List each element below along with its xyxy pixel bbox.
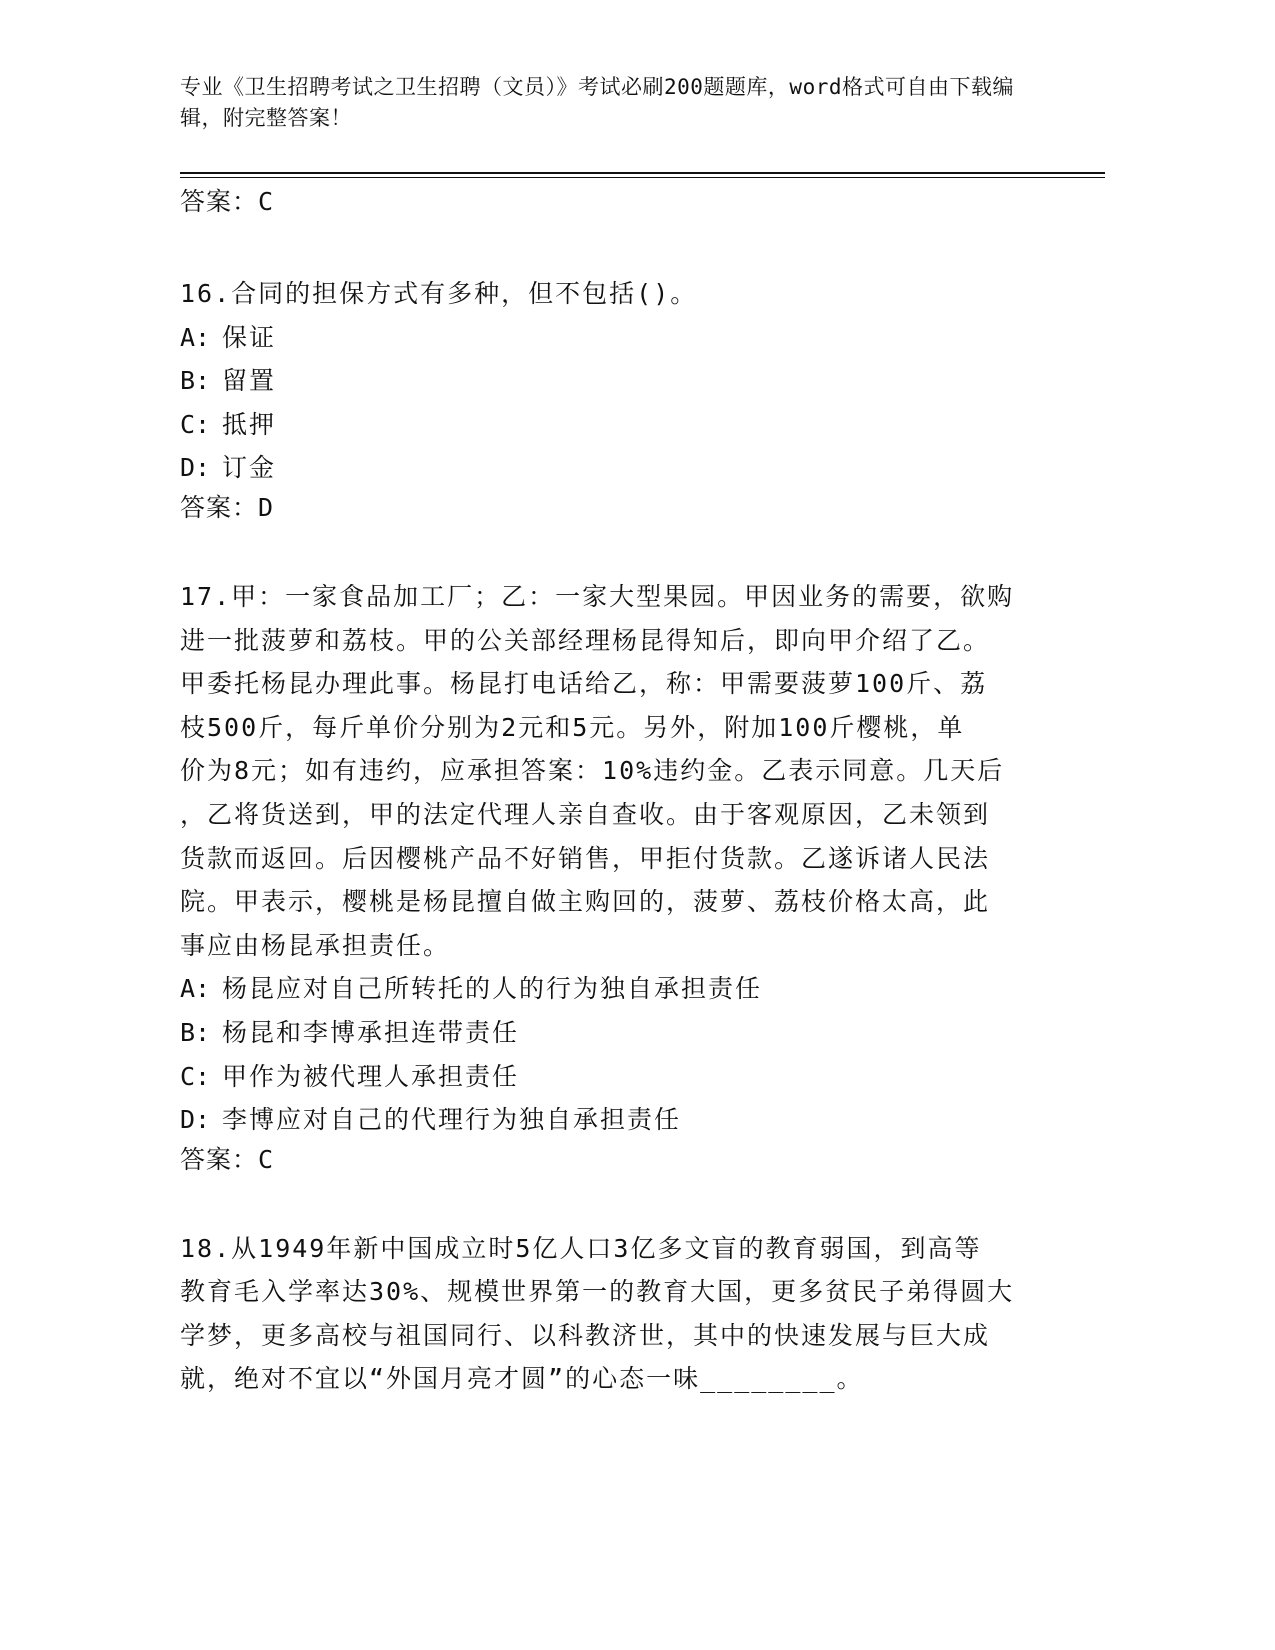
document-body [180, 184, 1050, 1401]
option-text: 订金 [222, 453, 277, 483]
option-key: C: [180, 409, 211, 439]
option-text: 抵押 [222, 409, 277, 439]
question-16 [180, 272, 1050, 526]
question-16-option-d [180, 446, 1050, 490]
option-text: 李博应对自己的代理行为独自承担责任 [222, 1105, 682, 1135]
option-key: D: [180, 1105, 211, 1135]
document-header [180, 72, 1040, 134]
question-16-option-c [180, 403, 1050, 447]
header-divider-thin [180, 177, 1105, 178]
option-text: 留置 [222, 366, 277, 396]
question-18 [180, 1227, 1050, 1401]
question-18-stem-line: 18.从1949年新中国成立时5亿人口3亿多文盲的教育弱国，到高等 [180, 1233, 982, 1263]
question-18-stem-line: 教育毛入学率达30%、规模世界第一的教育大国，更多贫民子弟得圆大 [180, 1277, 1015, 1307]
question-17-option-b [180, 1011, 1050, 1055]
option-text: 甲作为被代理人承担责任 [222, 1061, 520, 1091]
question-17 [180, 575, 1050, 1178]
question-16-stem: 16.合同的担保方式有多种，但不包括()。 [180, 279, 698, 308]
question-17-stem-line: 枝500斤，每斤单价分别为2元和5元。另外，附加100斤樱桃，单 [180, 712, 965, 742]
option-text: 杨昆和李博承担连带责任 [222, 1017, 520, 1047]
option-key: B: [180, 1017, 211, 1047]
option-key: B: [180, 366, 211, 396]
question-16-option-b [180, 359, 1050, 403]
question-17-option-d [180, 1098, 1050, 1142]
question-16-option-a [180, 316, 1050, 360]
question-17-option-c [180, 1055, 1050, 1099]
question-17-stem-line: 院。甲表示，樱桃是杨昆擅自做主购回的，菠萝、荔枝价格太高，此 [180, 887, 991, 917]
option-text: 杨昆应对自己所转托的人的行为独自承担责任 [222, 974, 763, 1004]
question-17-stem-line: 事应由杨昆承担责任。 [180, 930, 451, 960]
question-17-answer: 答案：C [180, 1144, 275, 1174]
question-17-stem-line: 价为8元；如有违约，应承担答案：10%违约金。乙表示同意。几天后 [180, 756, 1005, 786]
question-18-stem-line: 学梦，更多高校与祖国同行、以科教济世，其中的快速发展与巨大成 [180, 1320, 991, 1350]
question-17-stem-line: ，乙将货送到，甲的法定代理人亲自查收。由于客观原因，乙未领到 [180, 799, 991, 829]
option-key: A: [180, 322, 211, 352]
question-17-stem-line: 17.甲：一家食品加工厂；乙：一家大型果园。甲因业务的需要，欲购 [180, 581, 1015, 611]
header-divider-thick [180, 172, 1105, 174]
header-text: 专业《卫生招聘考试之卫生招聘（文员）》考试必刷200题题库，word格式可自由下载编辑，附完整答案！ [180, 75, 1014, 130]
question-16-answer: 答案：D [180, 492, 275, 522]
answer-previous: 答案：C [180, 187, 275, 216]
option-key: A: [180, 974, 211, 1004]
option-key: C: [180, 1061, 211, 1091]
option-text: 保证 [222, 322, 277, 352]
question-17-stem-line: 货款而返回。后因樱桃产品不好销售，甲拒付货款。乙遂诉诸人民法 [180, 843, 991, 873]
option-key: D: [180, 453, 211, 483]
question-18-stem-line: 就，绝对不宜以“外国月亮才圆”的心态一味________。 [180, 1364, 864, 1394]
question-17-option-a [180, 967, 1050, 1011]
question-17-stem-line: 进一批菠萝和荔枝。甲的公关部经理杨昆得知后，即向甲介绍了乙。 [180, 625, 991, 655]
question-17-stem-line: 甲委托杨昆办理此事。杨昆打电话给乙，称：甲需要菠萝100斤、荔 [180, 669, 988, 699]
